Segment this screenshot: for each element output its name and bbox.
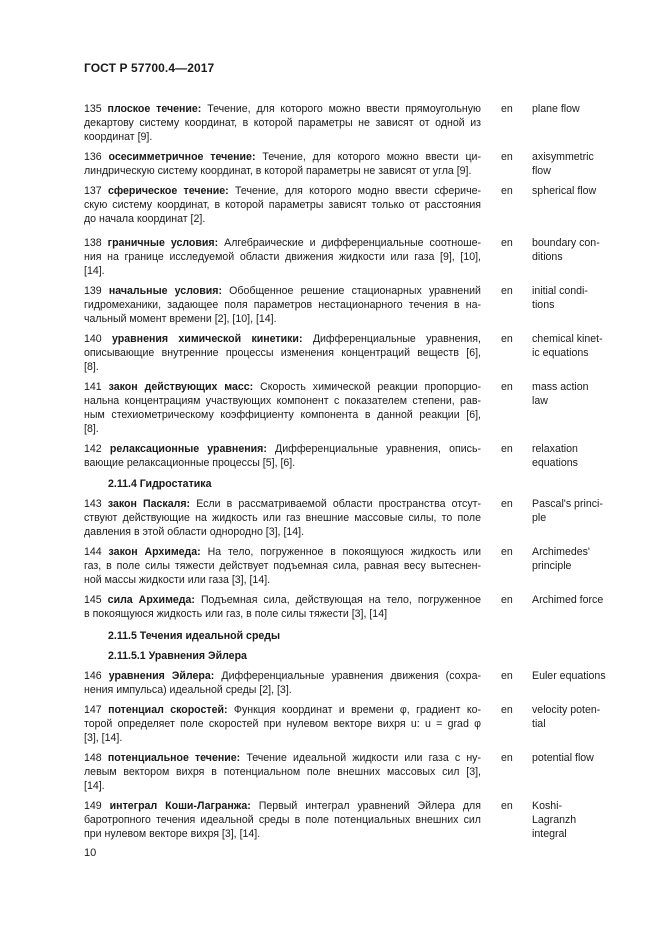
english-equivalent-line: Pascal's princi- [532,498,603,510]
term-name: сферическое течение: [108,185,229,197]
term-number: 135 [84,103,102,115]
definition-line [84,669,481,683]
definition-line [84,545,481,559]
term-name: интеграл Коши-Лагранжа: [109,800,251,812]
term-definition [84,669,481,697]
definition-line [84,799,481,813]
term-name: потенциал скоростей: [108,704,228,716]
english-equivalent-line: initial condi- [532,285,588,297]
definition-line: нения импульса) идеальной среды [2], [3]. [84,684,292,696]
definition-text: Подъемная сила, действующая на тело, погруженное [200,594,481,606]
definition-line: при нулевом векторе вихря [3], [14]. [84,828,261,840]
term-number: 137 [84,185,102,197]
definition-line: ной массы жидкости или газа [3], [14]. [84,574,271,586]
english-equivalent-line: equations [532,457,578,469]
term-number: 145 [84,594,102,606]
definition-line [84,184,481,198]
definition-line: вающие релаксационные процессы [5], [6]. [84,457,296,469]
english-equivalent [532,497,614,525]
term-number: 146 [84,670,102,682]
english-equivalent-line: Koshi- [532,800,563,812]
definition-text: Течение, для которого можно ввести ци- [262,151,481,163]
definition-text: Если в рассматриваемой области пространства отсут- [196,498,481,510]
term-entry [84,751,614,793]
definition-text: Первый интеграл уравнений Эйлера для [258,800,481,812]
english-equivalent [532,669,614,683]
definition-line: [14]. [84,780,105,792]
term-definition [84,703,481,745]
term-number: 147 [84,704,102,716]
term-entry [84,799,614,841]
language-code: en [501,151,513,163]
definition-line: ным стехиометрическому коэффициенту компонента в данной реакции [6], [84,409,481,421]
term-entry [84,593,614,621]
english-equivalent [532,150,614,178]
term-name: релаксационные уравнения: [109,443,267,455]
language-code: en [501,381,513,393]
definition-line [84,593,481,607]
english-equivalent-line: tial [532,718,546,730]
english-equivalent-line: integral [532,828,567,840]
definition-line: газ, в поле силы тяжести действует подъемная сила, равная весу вытеснен- [84,560,481,572]
language-code: en [501,185,513,197]
terms-list [84,96,614,841]
language-code: en [501,670,513,682]
term-number: 141 [84,381,102,393]
english-equivalent [532,184,614,198]
term-definition [84,284,481,326]
english-equivalent-line: Lagranzh [532,814,577,826]
definition-text: Течение, для которого можно ввести прямоугольную [207,103,481,115]
language-code: en [501,752,513,764]
section-heading: 2.11.4 Гидростатика [108,478,212,490]
term-number: 142 [84,443,102,455]
page-number: 10 [84,847,97,859]
definition-text: Дифференциальные уравнения движения (сохра- [221,670,481,682]
definition-line: баротропного течения идеальной среды в поле потенциальных внешних сил [84,814,481,826]
term-definition [84,380,481,436]
english-equivalent-line: principle [532,560,572,572]
definition-line: торой определяет поле скоростей при нулевом векторе вихря u: u = grad φ [84,718,481,730]
language-code: en [501,594,513,606]
term-entry [84,442,614,470]
definition-line: декартову систему координат, в которой параметры не зависят от одной из [84,117,481,129]
term-definition [84,150,481,178]
english-equivalent-line: relaxation [532,443,578,455]
section-heading: 2.11.5.1 Уравнения Эйлера [108,650,247,662]
english-equivalent-line: Archimed force [532,594,604,606]
term-definition [84,799,481,841]
section-heading: 2.11.5 Течения идеальной среды [108,630,281,642]
english-equivalent-line: spherical flow [532,185,597,197]
term-entry [84,284,614,326]
definition-text: Дифференциальные уравнения, опись- [275,443,482,455]
english-equivalent-line: axisymmetric [532,151,594,163]
language-code: en [501,285,513,297]
english-equivalent-line: chemical kinet- [532,333,603,345]
definition-text: Скорость химической реакции пропорцио- [260,381,482,393]
term-definition [84,236,481,278]
english-equivalent-line: plane flow [532,103,580,115]
term-name: уравнения химической кинетики: [112,333,303,345]
term-definition [84,751,481,793]
english-equivalent [532,751,614,765]
term-name: граничные условия: [107,237,219,249]
definition-line [84,751,481,765]
english-equivalent [532,593,614,607]
language-code: en [501,333,513,345]
definition-line: до начала координат [2]. [84,213,206,225]
term-name: начальные условия: [108,285,222,297]
term-definition [84,497,481,539]
term-number: 138 [84,237,102,249]
term-definition [84,545,481,587]
term-name: уравнения Эйлера: [108,670,215,682]
definition-line: в покоящуюся жидкость или газ, в поле силы тяжести [3], [14] [84,608,388,620]
term-entry [84,236,614,278]
english-equivalent [532,799,614,841]
definition-line [84,497,481,511]
definition-line: скую систему координат, в которой параметры зависят только от расстояния [84,199,481,211]
english-equivalent [532,284,614,312]
english-equivalent-line: ditions [532,251,563,263]
term-name: закон Паскаля: [107,498,191,510]
definition-line: [3], [14]. [84,732,123,744]
english-equivalent [532,102,614,116]
language-code: en [501,443,513,455]
definition-line [84,236,481,250]
english-equivalent-line: boundary con- [532,237,600,249]
term-definition [84,184,481,226]
term-number: 140 [84,333,102,345]
definition-text: Течение, для которого модно ввести сфериче- [235,185,482,197]
english-equivalent [532,380,614,408]
definition-line: [8]. [84,361,99,373]
term-definition [84,102,481,144]
definition-line: нальна концентрациям участвующих компонент с показателем степени, рав- [84,395,481,407]
english-equivalent [532,236,614,264]
english-equivalent-line: law [532,395,548,407]
term-entry [84,497,614,539]
term-entry [84,380,614,436]
term-number: 139 [84,285,102,297]
language-code: en [501,237,513,249]
definition-line: описывающие внутренние процессы изменения концентраций веществ [6], [84,347,481,359]
definition-text: Функция координат и времени φ, градиент ко- [233,704,481,716]
language-code: en [501,498,513,510]
definition-line: ствуют действующие на жидкость или газ внешние массовые силы, то поле [84,512,481,524]
definition-text: На тело, погруженное в покоящуюся жидкость или [207,546,481,558]
definition-line [84,380,481,394]
term-entry [84,184,614,226]
english-equivalent [532,703,614,731]
definition-line: [8]. [84,423,99,435]
english-equivalent-line: ic equations [532,347,589,359]
definition-line: чальный момент времени [2], [10], [14]. [84,313,277,325]
term-number: 144 [84,546,102,558]
english-equivalent [532,545,614,573]
definition-line: линдрическую систему координат, в которой параметры не зависят от угла [9]. [84,165,472,177]
english-equivalent [532,442,614,470]
english-equivalent-line: tions [532,299,555,311]
term-name: плоское течение: [107,103,202,115]
definition-line [84,703,481,717]
term-number: 136 [84,151,102,163]
term-entry [84,703,614,745]
definition-line: гидромеханики, задающее поля параметров нестационарного течения в на- [84,299,481,311]
definition-line: ния на границе исследуемой области движения жидкости или газа [9], [10], [84,251,481,263]
definition-line [84,442,481,456]
document-header: ГОСТ Р 57700.4—2017 [84,61,215,75]
definition-line [84,284,481,298]
term-entry [84,545,614,587]
language-code: en [501,704,513,716]
definition-line: координат [9]. [84,131,153,143]
english-equivalent-line: velocity poten- [532,704,601,716]
definition-line: [14]. [84,265,105,277]
english-equivalent-line: mass action [532,381,589,393]
term-entry [84,332,614,374]
definition-text: Обобщенное решение стационарных уравнений [229,285,481,297]
language-code: en [501,103,513,115]
term-name: потенциальное течение: [107,752,241,764]
definition-text: Течение идеальной жидкости или газа с ну- [246,752,481,764]
term-definition [84,332,481,374]
definition-text: Дифференциальные уравнения, [312,333,481,345]
term-number: 148 [84,752,102,764]
term-name: закон действующих масс: [108,381,254,393]
definition-line [84,150,481,164]
term-name: сила Архимеда: [107,594,195,606]
term-entry [84,102,614,144]
definition-line: давления в этой области однородно [3], [14]. [84,526,305,538]
definition-line [84,332,481,346]
english-equivalent-line: ple [532,512,547,524]
language-code: en [501,800,513,812]
term-definition [84,442,481,470]
term-name: осесимметричное течение: [108,151,256,163]
definition-line [84,102,481,116]
english-equivalent-line: potential flow [532,752,594,764]
definition-line: левым вектором вихря в потенциальном поле внешних массовых сил [3], [84,766,481,778]
english-equivalent-line: flow [532,165,551,177]
language-code: en [501,546,513,558]
term-definition [84,593,481,621]
english-equivalent [532,332,614,360]
english-equivalent-line: Euler equations [532,670,606,682]
term-entry [84,150,614,178]
definition-text: Алгебраические и дифференциальные соотноше- [224,237,481,249]
term-name: закон Архимеда: [108,546,201,558]
term-entry [84,669,614,697]
term-number: 149 [84,800,102,812]
english-equivalent-line: Archimedes' [532,546,590,558]
term-number: 143 [84,498,102,510]
